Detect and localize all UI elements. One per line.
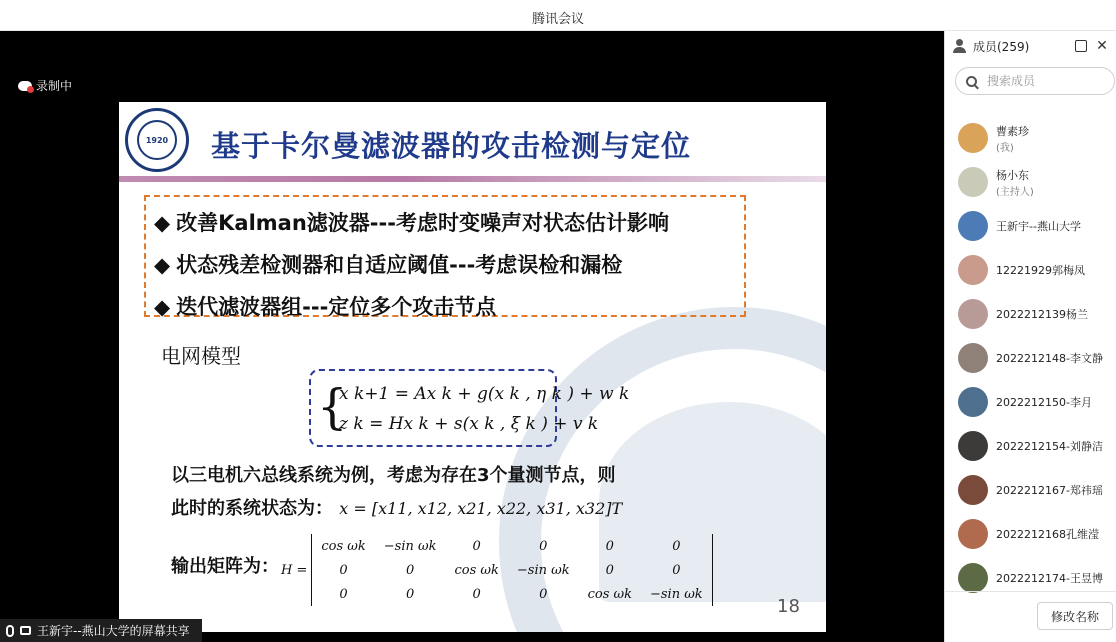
bullet-box bbox=[144, 195, 746, 317]
state-equation: x k+1 = Ax k + g(x k , η k ) + w k bbox=[339, 384, 630, 404]
shared-screen-area bbox=[0, 31, 944, 642]
member-item[interactable] bbox=[945, 160, 1116, 204]
section-heading: 电网模型 bbox=[161, 344, 241, 368]
recording-label: 录制中 bbox=[36, 79, 73, 93]
member-item[interactable] bbox=[945, 424, 1116, 468]
avatar bbox=[958, 431, 988, 461]
screen-share-icon bbox=[20, 626, 31, 635]
member-name: 2022212174-王昱博 bbox=[996, 572, 1103, 585]
rename-button[interactable]: 修改名称 bbox=[1037, 602, 1113, 630]
cloud-record-icon bbox=[18, 81, 32, 91]
slide-title: 基于卡尔曼滤波器的攻击检测与定位 bbox=[211, 129, 692, 163]
avatar bbox=[958, 299, 988, 329]
member-item[interactable] bbox=[945, 380, 1116, 424]
model-equations bbox=[309, 369, 630, 447]
state-vector-line bbox=[171, 494, 622, 520]
member-name: 2022212167-郑祎瑶 bbox=[996, 484, 1103, 497]
diamond-icon: ◆ bbox=[154, 211, 171, 235]
member-item[interactable] bbox=[945, 292, 1116, 336]
member-item[interactable] bbox=[945, 248, 1116, 292]
member-item[interactable] bbox=[945, 512, 1116, 556]
member-item[interactable] bbox=[945, 468, 1116, 512]
screen-share-bar[interactable] bbox=[0, 619, 202, 642]
avatar bbox=[958, 563, 988, 593]
avatar bbox=[958, 519, 988, 549]
state-label: 此时的系统状态为： bbox=[171, 498, 333, 519]
member-name: 12221929郭梅凤 bbox=[996, 264, 1085, 277]
member-name: 杨小东 bbox=[996, 168, 1029, 182]
presentation-slide bbox=[119, 102, 826, 632]
share-label: 王新宇--燕山大学的屏幕共享 bbox=[37, 624, 190, 638]
matrix-row: 0 0 cos ωk −sin ωk 0 0 bbox=[339, 562, 681, 578]
member-name: 王新宇--燕山大学 bbox=[996, 220, 1081, 233]
panel-footer bbox=[945, 591, 1116, 642]
avatar bbox=[958, 475, 988, 505]
member-item[interactable] bbox=[945, 336, 1116, 380]
member-item[interactable] bbox=[945, 204, 1116, 248]
avatar bbox=[958, 387, 988, 417]
output-matrix bbox=[281, 534, 713, 606]
search-input[interactable] bbox=[987, 74, 1097, 88]
avatar bbox=[958, 123, 988, 153]
member-name: 2022212148-李文静 bbox=[996, 352, 1103, 365]
member-name: 2022212150-李月 bbox=[996, 396, 1092, 409]
close-icon[interactable]: ✕ bbox=[1096, 38, 1108, 54]
members-list bbox=[945, 116, 1116, 600]
member-name: 2022212168孔维滢 bbox=[996, 528, 1099, 541]
bullet-item: ◆ 状态残差检测器和自适应阈值---考虑误检和漏检 bbox=[154, 253, 623, 277]
member-name: 2022212139杨兰 bbox=[996, 308, 1088, 321]
diamond-icon: ◆ bbox=[154, 253, 171, 277]
members-header bbox=[945, 31, 1116, 61]
measurement-equation: z k = Hx k + s(x k , ξ k ) + v k bbox=[339, 414, 599, 434]
member-name: 2022212154-刘静洁 bbox=[996, 440, 1103, 453]
slide-page-number: 18 bbox=[777, 596, 800, 617]
member-name: 曹素珍 bbox=[996, 124, 1029, 138]
member-role: (我) bbox=[996, 142, 1014, 154]
brace-symbol: { bbox=[317, 379, 348, 435]
state-vector: x = [x11, x12, x21, x22, x31, x32]T bbox=[339, 499, 623, 518]
search-icon bbox=[966, 76, 977, 87]
avatar bbox=[958, 211, 988, 241]
system-description: 以三电机六总线系统为例，考虑为存在3个量测节点，则 bbox=[171, 465, 616, 486]
university-logo: 1920 bbox=[125, 108, 189, 172]
matrix-row: cos ωk −sin ωk 0 0 0 0 bbox=[321, 538, 681, 554]
microphone-icon[interactable] bbox=[6, 625, 14, 637]
matrix-name: H = bbox=[281, 562, 308, 578]
popout-icon[interactable] bbox=[1075, 40, 1087, 52]
matrix-table bbox=[311, 534, 712, 606]
avatar bbox=[958, 343, 988, 373]
member-item[interactable] bbox=[945, 116, 1116, 160]
title-divider bbox=[119, 176, 826, 182]
recording-indicator[interactable] bbox=[18, 77, 72, 94]
output-matrix-label: 输出矩阵为： bbox=[171, 556, 279, 577]
bullet-item: ◆ 改善Kalman滤波器---考虑时变噪声对状态估计影响 bbox=[154, 211, 669, 235]
matrix-row: 0 0 0 0 cos ωk −sin ωk bbox=[339, 586, 703, 602]
member-role: (主持人) bbox=[996, 186, 1034, 198]
members-title: 成员(259) bbox=[973, 39, 1030, 54]
window-title: 腾讯会议 bbox=[531, 12, 584, 27]
members-panel bbox=[944, 31, 1116, 642]
title-bar bbox=[0, 0, 1116, 31]
members-icon bbox=[953, 39, 967, 53]
diamond-icon: ◆ bbox=[154, 295, 171, 319]
member-search[interactable] bbox=[955, 67, 1115, 95]
avatar bbox=[958, 255, 988, 285]
bullet-item: ◆ 迭代滤波器组---定位多个攻击节点 bbox=[154, 295, 497, 319]
avatar bbox=[958, 167, 988, 197]
